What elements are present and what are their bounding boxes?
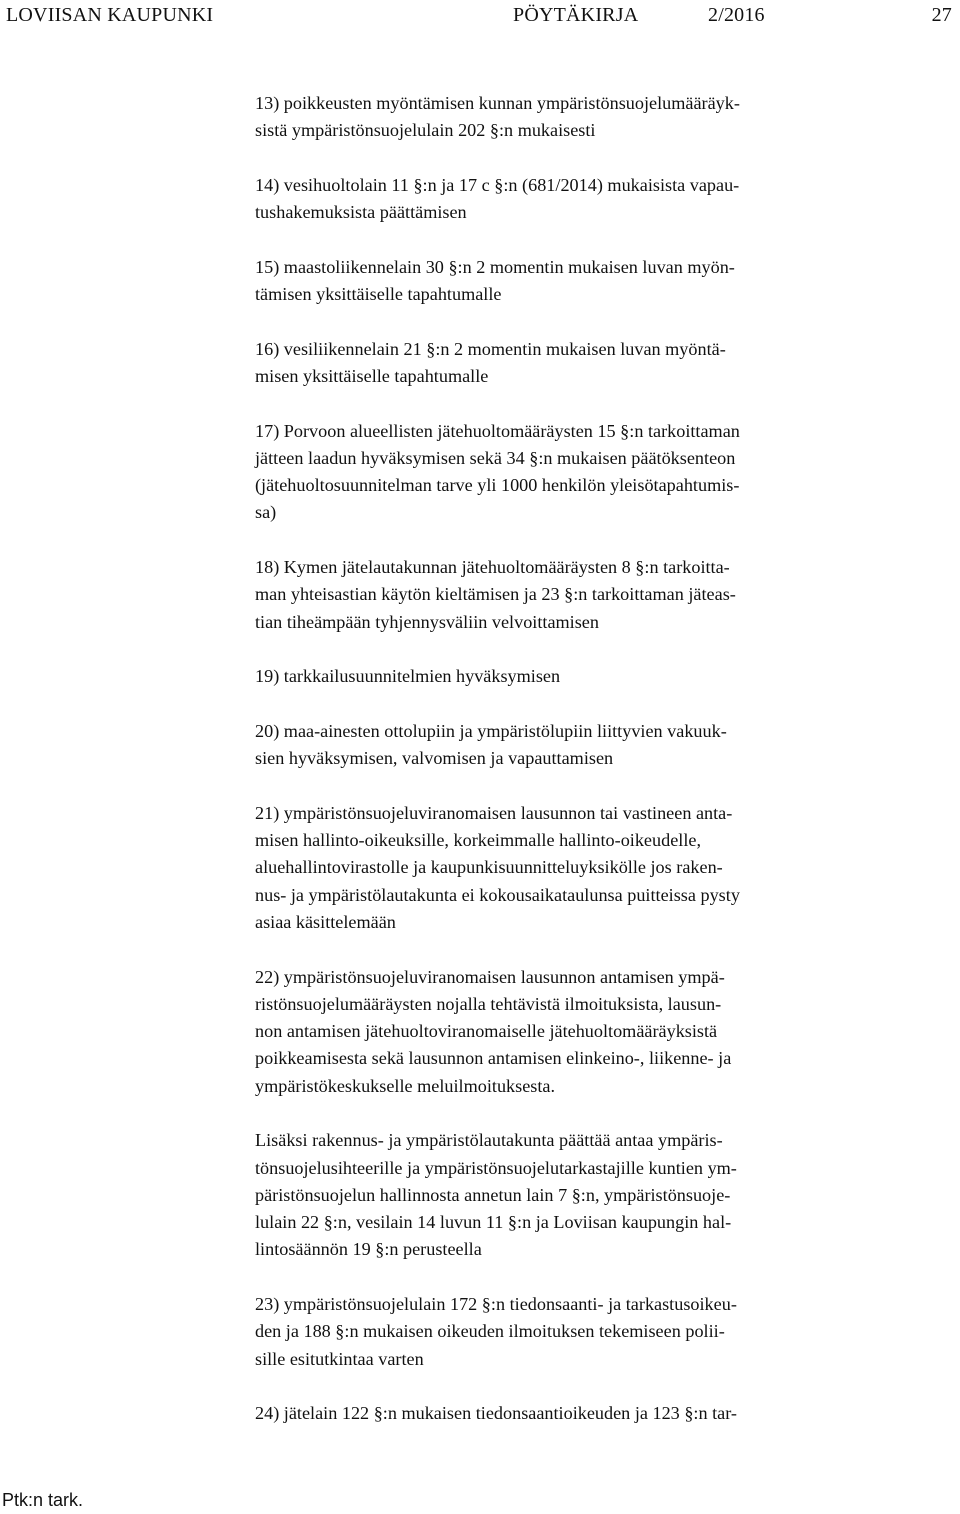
- text-line: ympäristökeskukselle meluilmoituksesta.: [255, 1075, 556, 1096]
- paragraph: [255, 663, 875, 690]
- organization-name: LOVIISAN KAUPUNKI: [6, 4, 214, 26]
- paragraph: [255, 1127, 875, 1263]
- paragraph: [255, 254, 875, 309]
- text-line: tämisen yksittäiselle tapahtumalle: [255, 284, 502, 305]
- text-line: tönsuojelusihteerille ja ympäristönsuojelutarkastajille kuntien ym-: [255, 1157, 737, 1178]
- footer-continuation-note: Ptk:n tark.: [2, 1490, 84, 1510]
- paragraph: [255, 964, 875, 1100]
- text-line: 19) tarkkailusuunnitelmien hyväksymisen: [255, 666, 561, 687]
- text-line: 22) ympäristönsuojeluviranomaisen lausunnon antamisen ympä-: [255, 966, 725, 987]
- text-line: non antamisen jätehuoltoviranomaiselle jätehuoltomääräyksistä: [255, 1021, 718, 1042]
- text-line: sille esitutkintaa varten: [255, 1348, 424, 1369]
- text-line: den ja 188 §:n mukaisen oikeuden ilmoituksen tekemiseen polii-: [255, 1321, 725, 1342]
- text-line: 24) jätelain 122 §:n mukaisen tiedonsaantioikeuden ja 123 §:n tar-: [255, 1403, 737, 1424]
- text-line: 16) vesiliikennelain 21 §:n 2 momentin mukaisen luvan myöntä-: [255, 338, 726, 359]
- text-line: sa): [255, 502, 277, 523]
- text-line: lintosäännön 19 §:n perusteella: [255, 1239, 482, 1260]
- paragraph: [255, 336, 875, 391]
- text-line: sistä ympäristönsuojelulain 202 §:n mukaisesti: [255, 120, 596, 141]
- text-line: nus- ja ympäristölautakunta ei kokousaikataulunsa puitteissa pysty: [255, 884, 740, 905]
- text-line: tian tiheämpään tyhjennysväliin velvoittamisen: [255, 611, 599, 632]
- text-line: ristönsuojelumääräysten nojalla tehtävistä ilmoituksista, lausun-: [255, 993, 722, 1014]
- text-line: Lisäksi rakennus- ja ympäristölautakunta päättää antaa ympäris-: [255, 1130, 723, 1151]
- paragraph: [255, 418, 875, 527]
- paragraph: [255, 90, 875, 145]
- document-body: [255, 90, 875, 1455]
- text-line: 13) poikkeusten myöntämisen kunnan ympäristönsuojelumääräyk-: [255, 93, 740, 113]
- text-line: 20) maa-ainesten ottolupiin ja ympäristölupiin liittyvien vakuuk-: [255, 720, 727, 741]
- page-header: [0, 0, 960, 30]
- paragraph: [255, 554, 875, 636]
- text-line: lulain 22 §:n, vesilain 14 luvun 11 §:n ja Loviisan kaupungin hal-: [255, 1212, 732, 1233]
- text-line: asiaa käsittelemään: [255, 911, 396, 932]
- text-line: 18) Kymen jätelautakunnan jätehuoltomääräysten 8 §:n tarkoitta-: [255, 557, 730, 578]
- text-line: tushakemuksista päättämisen: [255, 202, 467, 223]
- text-line: 14) vesihuoltolain 11 §:n ja 17 c §:n (681/2014) mukaisista vapau-: [255, 174, 740, 195]
- document-number: 2/2016: [708, 4, 765, 26]
- text-line: misen hallinto-oikeuksille, korkeimmalle hallinto-oikeudelle,: [255, 830, 701, 851]
- text-line: man yhteisastian käytön kieltämisen ja 23 §:n tarkoittaman jäteas-: [255, 584, 736, 605]
- text-line: jätteen laadun hyväksymisen sekä 34 §:n mukaisen päätöksenteon: [255, 447, 736, 468]
- page-number: 27: [931, 4, 952, 26]
- text-line: (jätehuoltosuunnitelman tarve yli 1000 henkilön yleisötapahtumis-: [255, 475, 740, 496]
- paragraph: [255, 172, 875, 227]
- text-line: 17) Porvoon alueellisten jätehuoltomääräysten 15 §:n tarkoittaman: [255, 420, 740, 441]
- text-line: sien hyväksymisen, valvomisen ja vapauttamisen: [255, 748, 614, 769]
- text-line: päristönsuojelun hallinnosta annetun lain 7 §:n, ympäristönsuoje-: [255, 1184, 731, 1205]
- paragraph: [255, 1400, 875, 1427]
- text-line: 21) ympäristönsuojeluviranomaisen lausunnon tai vastineen anta-: [255, 802, 733, 823]
- paragraph: [255, 718, 875, 773]
- document-type: PÖYTÄKIRJA: [513, 4, 639, 26]
- paragraph: [255, 800, 875, 936]
- text-line: poikkeamisesta sekä lausunnon antamisen elinkeino-, liikenne- ja: [255, 1048, 732, 1069]
- text-line: aluehallintovirastolle ja kaupunkisuunnitteluyksikölle jos raken-: [255, 857, 723, 878]
- text-line: 15) maastoliikennelain 30 §:n 2 momentin mukaisen luvan myön-: [255, 256, 735, 277]
- text-line: 23) ympäristönsuojelulain 172 §:n tiedonsaanti- ja tarkastusoikeu-: [255, 1294, 737, 1315]
- paragraph: [255, 1291, 875, 1373]
- text-line: misen yksittäiselle tapahtumalle: [255, 365, 489, 386]
